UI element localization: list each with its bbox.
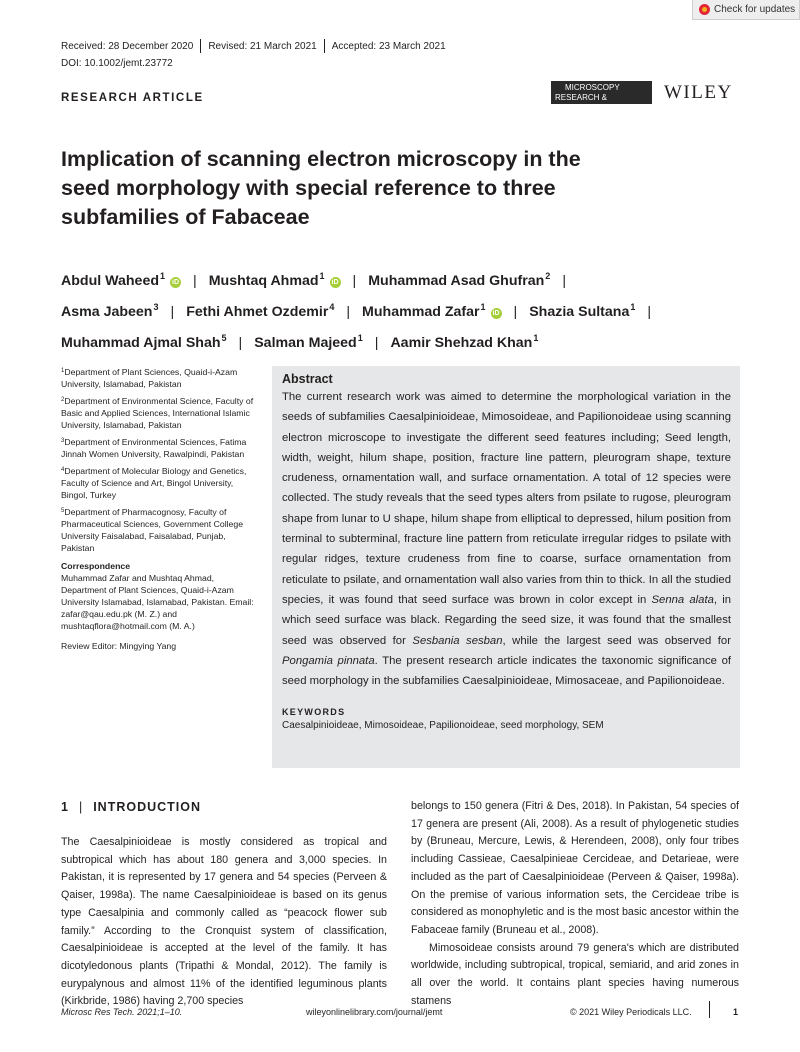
citation: Microsc Res Tech. 2021;1–10. <box>61 1007 183 1017</box>
author[interactable]: Abdul Waheed$^1$iD <box>61 271 180 289</box>
article-title: Implication of scanning electron microscopy in the seed morphology with special reference to three subfamilies of Fabaceae <box>61 147 581 229</box>
orcid-icon[interactable]: iD <box>331 279 339 286</box>
species-name: Sesbania sesban <box>412 634 503 647</box>
author-separator: | <box>513 304 518 320</box>
author-separator: | <box>374 335 379 351</box>
author[interactable]: Aamir Shehzad Khan$^1$ <box>390 333 539 351</box>
paragraph: The Caesalpinioideae is mostly considered as tropical and subtropical which has about 180 genera and 3,000 species. In Pakistan, it is represented by 17 genera and 54 species (Perveen & Qaiser, 1998a). The name Caesalpinioideae is based on its genus type Caesalpinia and commonly called as “peacock flower sub family.” According to the Cronquist system of classification, Caesalpinioideae is accepted at the level of the family. It has dicotyledonous plants (Tripathi & Mondal, 2012). The family is eurypalynous and almost 11% of the identified leguminous plants (Kirkbride, 1986) having 2,700 species <box>61 836 387 1008</box>
abstract-title: Abstract <box>282 372 333 386</box>
author-separator: | <box>346 304 351 320</box>
intro-right-column <box>411 798 739 1010</box>
affiliation: $^1$Department of Plant Sciences, Quaid-i-Azam University, Islamabad, Pakistan <box>61 367 238 389</box>
check-updates-label: Check for updates <box>714 4 796 15</box>
author[interactable]: Muhammad Zafar$^1$iD <box>362 302 500 320</box>
affiliation: $^5$Department of Pharmacognosy, Faculty of Pharmaceutical Sciences, Government College University Faisalabad, Faisalabad, Punjab, Pakistan <box>61 507 244 553</box>
check-for-updates-button[interactable] <box>692 0 800 20</box>
article-type: RESEARCH ARTICLE <box>61 92 204 104</box>
intro-left-column <box>61 834 387 1011</box>
author-list <box>61 263 751 356</box>
author-separator: | <box>238 335 243 351</box>
received-date: Received: 28 December 2020 <box>61 40 194 52</box>
author-separator: | <box>170 304 175 320</box>
paragraph: belongs to 150 genera (Fitri & Des, 2018). In Pakistan, 54 species of 17 genera are present (Ali, 2008). As a result of phylogenetic studies by (Bruneau, Mercure, Lewis, & Herendeen, 2008), only four tribes including Cassieae, Caesalpinieae Cercideae, and Detarieae, were included as the part of Caesalpinioideae (Perveen & Qaiser, 1998a). On the premise of various information sets, the Cercideae tribe is considered as monophyletic and is the most basic ancestor within the Fabaceae family (Bruneau et al., 2008). <box>411 800 739 936</box>
affiliation: $^2$Department of Environmental Science, Faculty of Basic and Applied Sciences, International Islamic University, Islamabad, Pakistan <box>61 396 254 430</box>
journal-logo-line2: RESEARCH & TECHNIQUE <box>555 93 608 112</box>
copyright: © 2021 Wiley Periodicals LLC. <box>570 1007 692 1017</box>
doi[interactable]: DOI: 10.1002/jemt.23772 <box>61 58 173 69</box>
review-editor: Review Editor: Mingying Yang <box>61 641 177 651</box>
paragraph: Mimosoideae consists around 79 genera's which are distributed worldwide, including subtropical, tropical, semiarid, and arid zones in all over the world. It contains plant species having numerous stamens <box>411 941 739 1007</box>
keywords: Caesalpinioideae, Mimosoideae, Papilionoideae, seed morphology, SEM <box>282 720 604 732</box>
author[interactable]: Asma Jabeen$^3$ <box>61 302 159 320</box>
section-heading: 1 | INTRODUCTION <box>61 800 202 814</box>
divider <box>324 39 325 53</box>
author-separator: | <box>193 273 197 289</box>
abstract-text: The current research work was aimed to determine the morphological variation in the seeds of subfamilies Caesalpinioideae, Mimosoideae, and Papilionoideae using scanning electron microscope to investigate the different seed features including; Seed length, width, weight, hilum shape, position, fracture line pattern, pleurogram shape, texture crudeness, ornamentation wall, and surface ornamentation. A total of 12 species were collected. The study reveals that the seed types alters from psilate to rugose, pleurogram shape from lunar to U shape, hilum shape from elliptical to depressed, hilum position from terminal to subterminal, fracture line pattern from reticulate irregular ridges to psilate with regular ridges, texture crudeness from fine to coarse, surface ornamentation from reticulate to psilate, and ornamentation wall also varies from thin to thick. In all the studied species, it was found that seed surface was brown in color except in Senna alata, in which seed surface was black. Regarding the seed size, it was found that the smallest seed was observed for Sesbania sesban, while the largest seed was observed for Pongamia pinnata. The present research article indicates the taxonomic significance of seed morphology in the subfamilies Caesalpinioideae, Mimosaceae, and Papilionoideae. <box>282 391 731 688</box>
divider <box>709 1001 710 1018</box>
author-separator: | <box>562 273 566 289</box>
page-number: 1 <box>733 1007 739 1017</box>
author[interactable]: Muhammad Ajmal Shah$^5$ <box>61 333 227 351</box>
author[interactable]: Fethi Ahmet Ozdemir$^4$ <box>186 302 335 320</box>
orcid-icon[interactable]: iD <box>172 279 180 286</box>
article-history <box>61 39 446 53</box>
divider <box>200 39 201 53</box>
orcid-icon[interactable]: iD <box>492 310 500 317</box>
journal-url[interactable]: wileyonlinelibrary.com/journal/jemt <box>306 1007 443 1017</box>
accepted-date: Accepted: 23 March 2021 <box>331 40 446 52</box>
abstract-box <box>272 366 740 768</box>
author[interactable]: Muhammad Asad Ghufran$^2$ <box>368 271 551 289</box>
keywords-title: KEYWORDS <box>282 707 346 718</box>
crossmark-icon <box>699 4 710 15</box>
author-separator: | <box>352 273 357 289</box>
revised-date: Revised: 21 March 2021 <box>208 40 317 52</box>
correspondence-title: Correspondence <box>61 561 131 571</box>
journal-logo <box>551 81 652 112</box>
species-name: Senna alata <box>651 593 714 606</box>
affiliation: $^4$Department of Molecular Biology and Genetics, Faculty of Science and Art, Bingol University, Bingol, Turkey <box>61 466 247 500</box>
correspondence-text: Muhammad Zafar and Mushtaq Ahmad, Department of Plant Sciences, Quaid-i-Azam University Islamabad, Islamabad, Pakistan. Email: zafar@qau.edu.pk (M. Z.) and mushtaqflora@hotmail.com (M. A.) <box>61 573 254 631</box>
author[interactable]: Mushtaq Ahmad$^1$iD <box>208 271 339 289</box>
publisher-logo: WILEY <box>664 82 733 103</box>
species-name: Pongamia pinnata <box>282 654 375 667</box>
author[interactable]: Salman Majeed$^1$ <box>254 333 363 351</box>
author[interactable]: Shazia Sultana$^1$ <box>529 302 636 320</box>
affiliation: $^3$Department of Environmental Sciences, Fatima Jinnah Women University, Rawalpindi, Pakistan <box>61 437 247 459</box>
journal-logo-line1: MICROSCOPY <box>565 83 620 92</box>
author-separator: | <box>647 304 652 320</box>
affiliations <box>61 365 257 656</box>
